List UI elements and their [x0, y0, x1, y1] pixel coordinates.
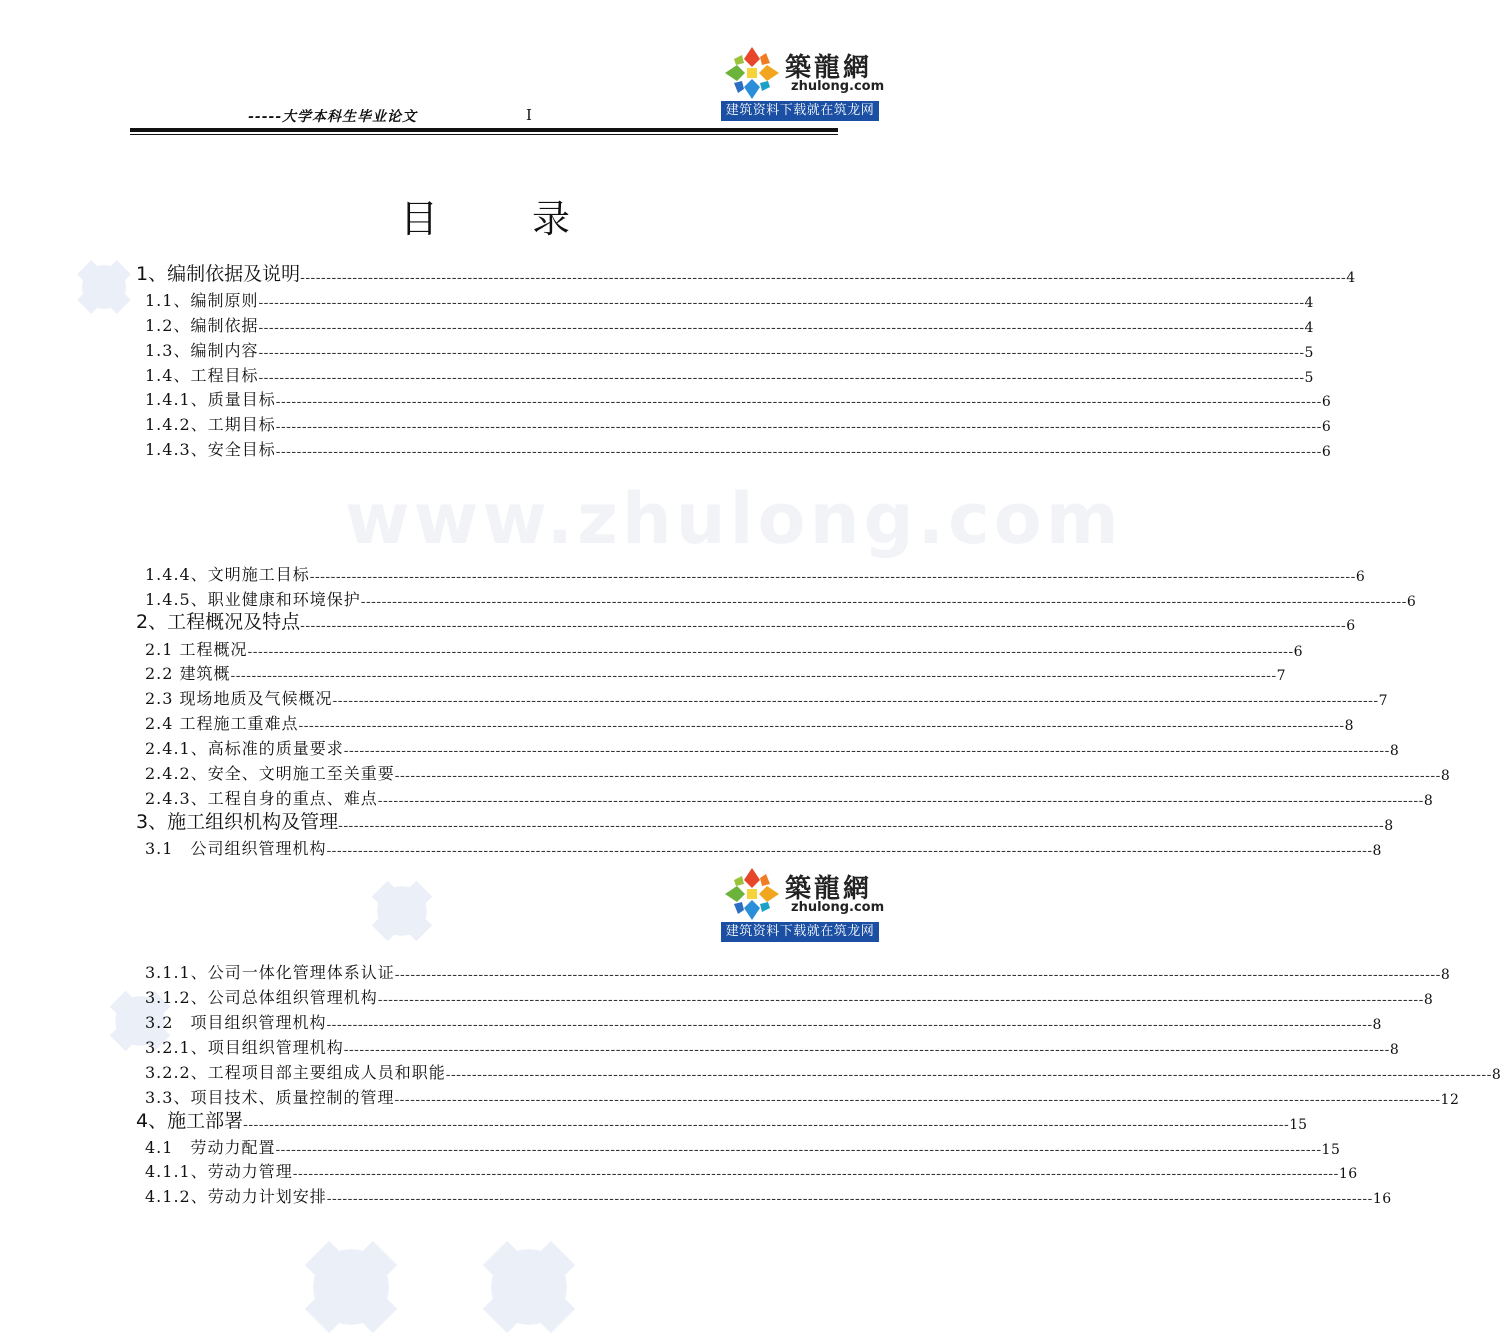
toc-entry-page: 5 — [1304, 370, 1314, 386]
toc-entry-page: 4 — [1304, 295, 1314, 311]
toc-entry[interactable] — [145, 436, 1332, 460]
toc-entry[interactable] — [145, 1134, 1341, 1158]
toc-entry-title: 3.1 公司组织管理机构 — [145, 839, 327, 858]
title-part-1: 目 — [400, 197, 439, 241]
toc-leader: -------------------------------------------------------------------------------------------------------------------------------------------------------------------------------------------------------- — [394, 1092, 1441, 1108]
toc-leader: -------------------------------------------------------------------------------------------------------------------------------------------------------------------------------------------------------- — [377, 793, 1424, 809]
toc-entry[interactable] — [145, 685, 1389, 709]
toc-entry-page: 8 — [1372, 843, 1382, 859]
toc-entry-page: 15 — [1289, 1117, 1308, 1133]
toc-entry-page: 6 — [1346, 618, 1356, 634]
toc-entry-page: 8 — [1423, 793, 1434, 809]
toc-entry-page: 6 — [1321, 394, 1332, 410]
toc-entry-title: 4.1 劳动力配置 — [145, 1138, 276, 1157]
toc-entry-title: 1.2、编制依据 — [145, 316, 259, 335]
logo-chars: 築龍網 — [785, 874, 873, 904]
toc-entry-page: 6 — [1321, 419, 1332, 435]
toc-entry-title: 4、施工部署 — [136, 1110, 244, 1132]
toc-entry-page: 8 — [1372, 1017, 1382, 1033]
toc-entry-title: 3.2.1、项目组织管理机构 — [145, 1038, 344, 1057]
toc-entry-title: 3.1.2、公司总体组织管理机构 — [145, 988, 378, 1007]
toc-entry-page: 6 — [1406, 594, 1417, 610]
toc-leader: -------------------------------------------------------------------------------------------------------------------------------------------------------------------------------------------------------- — [360, 594, 1407, 610]
toc-entry-page: 16 — [1338, 1166, 1358, 1182]
logo-domain: zhulong.com — [791, 79, 885, 94]
toc-entry-title: 4.1.1、劳动力管理 — [145, 1162, 293, 1181]
toc-entry-title: 2.2 建筑概 — [145, 664, 231, 683]
header-thesis-label: -----大学本科生毕业论文 — [248, 109, 418, 125]
toc-entry[interactable] — [145, 660, 1287, 684]
toc-entry[interactable] — [136, 610, 1356, 634]
toc-entry-page: 8 — [1440, 768, 1451, 784]
toc-entry-page: 8 — [1389, 1042, 1400, 1058]
toc-entry-page: 6 — [1293, 644, 1304, 660]
toc-leader: -------------------------------------------------------------------------------------------------------------------------------------------------------------------------------------------------------- — [445, 1067, 1492, 1083]
toc-entry[interactable] — [145, 1084, 1460, 1108]
toc-entry-title: 4.1.2、劳动力计划安排 — [145, 1187, 327, 1206]
watermark-emblem-4 — [296, 1232, 406, 1342]
toc-entry[interactable] — [145, 1183, 1392, 1207]
toc-entry[interactable] — [145, 710, 1355, 734]
toc-entry-page: 5 — [1304, 345, 1314, 361]
toc-entry-page: 6 — [1321, 444, 1332, 460]
toc-entry-title: 2.4 工程施工重难点 — [145, 714, 299, 733]
logo-slogan: 建筑资料下载就在筑龙网 — [721, 101, 879, 121]
logo-chars: 築龍網 — [785, 53, 873, 83]
toc-entry-page: 4 — [1304, 320, 1314, 336]
toc-entry[interactable] — [136, 262, 1356, 286]
toc-entry-title: 1.1、编制原则 — [145, 291, 259, 310]
toc-leader: -------------------------------------------------------------------------------------------------------------------------------------------------------------------------------------------------------- — [258, 345, 1305, 361]
toc-entry[interactable] — [145, 959, 1451, 983]
toc-leader: -------------------------------------------------------------------------------------------------------------------------------------------------------------------------------------------------------- — [300, 618, 1347, 634]
toc-entry-page: 8 — [1344, 718, 1355, 734]
toc-entry[interactable] — [145, 1158, 1358, 1182]
zhulong-logo-top — [721, 43, 885, 123]
toc-leader: -------------------------------------------------------------------------------------------------------------------------------------------------------------------------------------------------------- — [394, 768, 1441, 784]
toc-leader: -------------------------------------------------------------------------------------------------------------------------------------------------------------------------------------------------------- — [343, 743, 1390, 759]
watermark-emblem-1 — [72, 255, 136, 319]
toc-entry-title: 2.3 现场地质及气候概况 — [145, 689, 333, 708]
logo-domain: zhulong.com — [791, 900, 885, 915]
toc-entry-title: 1.3、编制内容 — [145, 341, 259, 360]
toc-entry-page: 8 — [1491, 1067, 1501, 1083]
toc-entry[interactable] — [145, 561, 1366, 585]
toc-entry-page: 8 — [1423, 992, 1434, 1008]
toc-entry-title: 1.4.3、安全目标 — [145, 440, 276, 459]
toc-entry-title: 2.4.1、高标准的质量要求 — [145, 739, 344, 758]
header-rule — [130, 128, 838, 132]
toc-entry[interactable] — [145, 337, 1314, 361]
toc-entry[interactable] — [145, 1034, 1400, 1058]
title-part-2: 录 — [532, 197, 571, 241]
toc-leader: -------------------------------------------------------------------------------------------------------------------------------------------------------------------------------------------------------- — [309, 569, 1356, 585]
toc-entry[interactable] — [145, 386, 1332, 410]
toc-entry[interactable] — [145, 760, 1451, 784]
toc-entry[interactable] — [145, 312, 1314, 336]
toc-entry-page: 15 — [1321, 1142, 1341, 1158]
toc-entry-page: 4 — [1346, 270, 1356, 286]
toc-entry-title: 2、工程概况及特点 — [136, 611, 301, 633]
toc-entry-page: 8 — [1440, 967, 1451, 983]
toc-entry-title: 1.4.4、文明施工目标 — [145, 565, 310, 584]
toc-entry[interactable] — [145, 287, 1314, 311]
toc-entry-page: 8 — [1389, 743, 1400, 759]
toc-leader: -------------------------------------------------------------------------------------------------------------------------------------------------------------------------------------------------------- — [298, 718, 1345, 734]
toc-leader: -------------------------------------------------------------------------------------------------------------------------------------------------------------------------------------------------------- — [326, 843, 1373, 859]
toc-entry[interactable] — [145, 362, 1314, 386]
toc-leader: -------------------------------------------------------------------------------------------------------------------------------------------------------------------------------------------------------- — [343, 1042, 1390, 1058]
toc-leader: -------------------------------------------------------------------------------------------------------------------------------------------------------------------------------------------------------- — [394, 967, 1441, 983]
toc-leader: -------------------------------------------------------------------------------------------------------------------------------------------------------------------------------------------------------- — [258, 295, 1305, 311]
toc-entry-title: 2.4.3、工程自身的重点、难点 — [145, 789, 378, 808]
toc-entry[interactable] — [145, 785, 1434, 809]
pinwheel-logo-icon — [723, 45, 781, 101]
toc-entry[interactable] — [145, 984, 1434, 1008]
toc-entry[interactable] — [136, 1109, 1308, 1133]
toc-entry-page: 16 — [1372, 1191, 1392, 1207]
toc-leader: -------------------------------------------------------------------------------------------------------------------------------------------------------------------------------------------------------- — [230, 668, 1277, 684]
toc-entry-title: 2.4.2、安全、文明施工至关重要 — [145, 764, 395, 783]
header-rule-thin — [130, 134, 838, 135]
toc-entry-title: 1、编制依据及说明 — [136, 263, 301, 285]
toc-entry-title: 3.1.1、公司一体化管理体系认证 — [145, 963, 395, 982]
pinwheel-logo-icon — [723, 866, 781, 922]
page-title — [400, 188, 570, 243]
toc-leader: -------------------------------------------------------------------------------------------------------------------------------------------------------------------------------------------------------- — [275, 419, 1322, 435]
toc-entry-title: 1.4、工程目标 — [145, 366, 259, 385]
watermark-emblem-5 — [474, 1232, 584, 1342]
toc-entry[interactable] — [145, 1059, 1501, 1083]
toc-entry-page: 12 — [1440, 1092, 1460, 1108]
toc-entry-page: 8 — [1384, 818, 1394, 834]
toc-leader: -------------------------------------------------------------------------------------------------------------------------------------------------------------------------------------------------------- — [292, 1166, 1339, 1182]
toc-leader: -------------------------------------------------------------------------------------------------------------------------------------------------------------------------------------------------------- — [258, 370, 1305, 386]
toc-leader: -------------------------------------------------------------------------------------------------------------------------------------------------------------------------------------------------------- — [326, 1191, 1373, 1207]
toc-entry-title: 2.1 工程概况 — [145, 640, 248, 659]
watermark-text: www.zhulong.com — [345, 478, 1123, 560]
toc-entry-title: 3、施工组织机构及管理 — [136, 811, 339, 833]
toc-entry[interactable] — [145, 835, 1382, 859]
header-page-number: I — [526, 106, 532, 124]
watermark-emblem-2 — [366, 875, 438, 947]
toc-entry-title: 3.3、项目技术、质量控制的管理 — [145, 1088, 395, 1107]
toc-leader: -------------------------------------------------------------------------------------------------------------------------------------------------------------------------------------------------------- — [243, 1117, 1290, 1133]
toc-leader: -------------------------------------------------------------------------------------------------------------------------------------------------------------------------------------------------------- — [275, 1142, 1322, 1158]
toc-entry[interactable] — [145, 735, 1400, 759]
toc-entry-title: 3.2 项目组织管理机构 — [145, 1013, 327, 1032]
toc-entry[interactable] — [145, 636, 1304, 660]
toc-leader: -------------------------------------------------------------------------------------------------------------------------------------------------------------------------------------------------------- — [326, 1017, 1373, 1033]
toc-leader: -------------------------------------------------------------------------------------------------------------------------------------------------------------------------------------------------------- — [275, 394, 1322, 410]
logo-slogan: 建筑资料下载就在筑龙网 — [721, 922, 879, 942]
toc-entry[interactable] — [145, 411, 1332, 435]
toc-entry-title: 1.4.5、职业健康和环境保护 — [145, 590, 361, 609]
toc-entry-title: 1.4.2、工期目标 — [145, 415, 276, 434]
toc-leader: -------------------------------------------------------------------------------------------------------------------------------------------------------------------------------------------------------- — [300, 270, 1347, 286]
toc-entry[interactable] — [145, 1009, 1382, 1033]
toc-entry-page: 7 — [1276, 668, 1287, 684]
toc-leader: -------------------------------------------------------------------------------------------------------------------------------------------------------------------------------------------------------- — [247, 644, 1294, 660]
toc-leader: -------------------------------------------------------------------------------------------------------------------------------------------------------------------------------------------------------- — [258, 320, 1305, 336]
toc-entry-page: 7 — [1378, 693, 1389, 709]
toc-entry-title: 1.4.1、质量目标 — [145, 390, 276, 409]
toc-leader: -------------------------------------------------------------------------------------------------------------------------------------------------------------------------------------------------------- — [377, 992, 1424, 1008]
toc-entry[interactable] — [136, 810, 1394, 834]
toc-leader: -------------------------------------------------------------------------------------------------------------------------------------------------------------------------------------------------------- — [275, 444, 1322, 460]
toc-leader: -------------------------------------------------------------------------------------------------------------------------------------------------------------------------------------------------------- — [332, 693, 1379, 709]
toc-entry-title: 3.2.2、工程项目部主要组成人员和职能 — [145, 1063, 446, 1082]
toc-leader: -------------------------------------------------------------------------------------------------------------------------------------------------------------------------------------------------------- — [338, 818, 1385, 834]
toc-entry-page: 6 — [1355, 569, 1366, 585]
zhulong-logo-mid — [721, 864, 885, 944]
